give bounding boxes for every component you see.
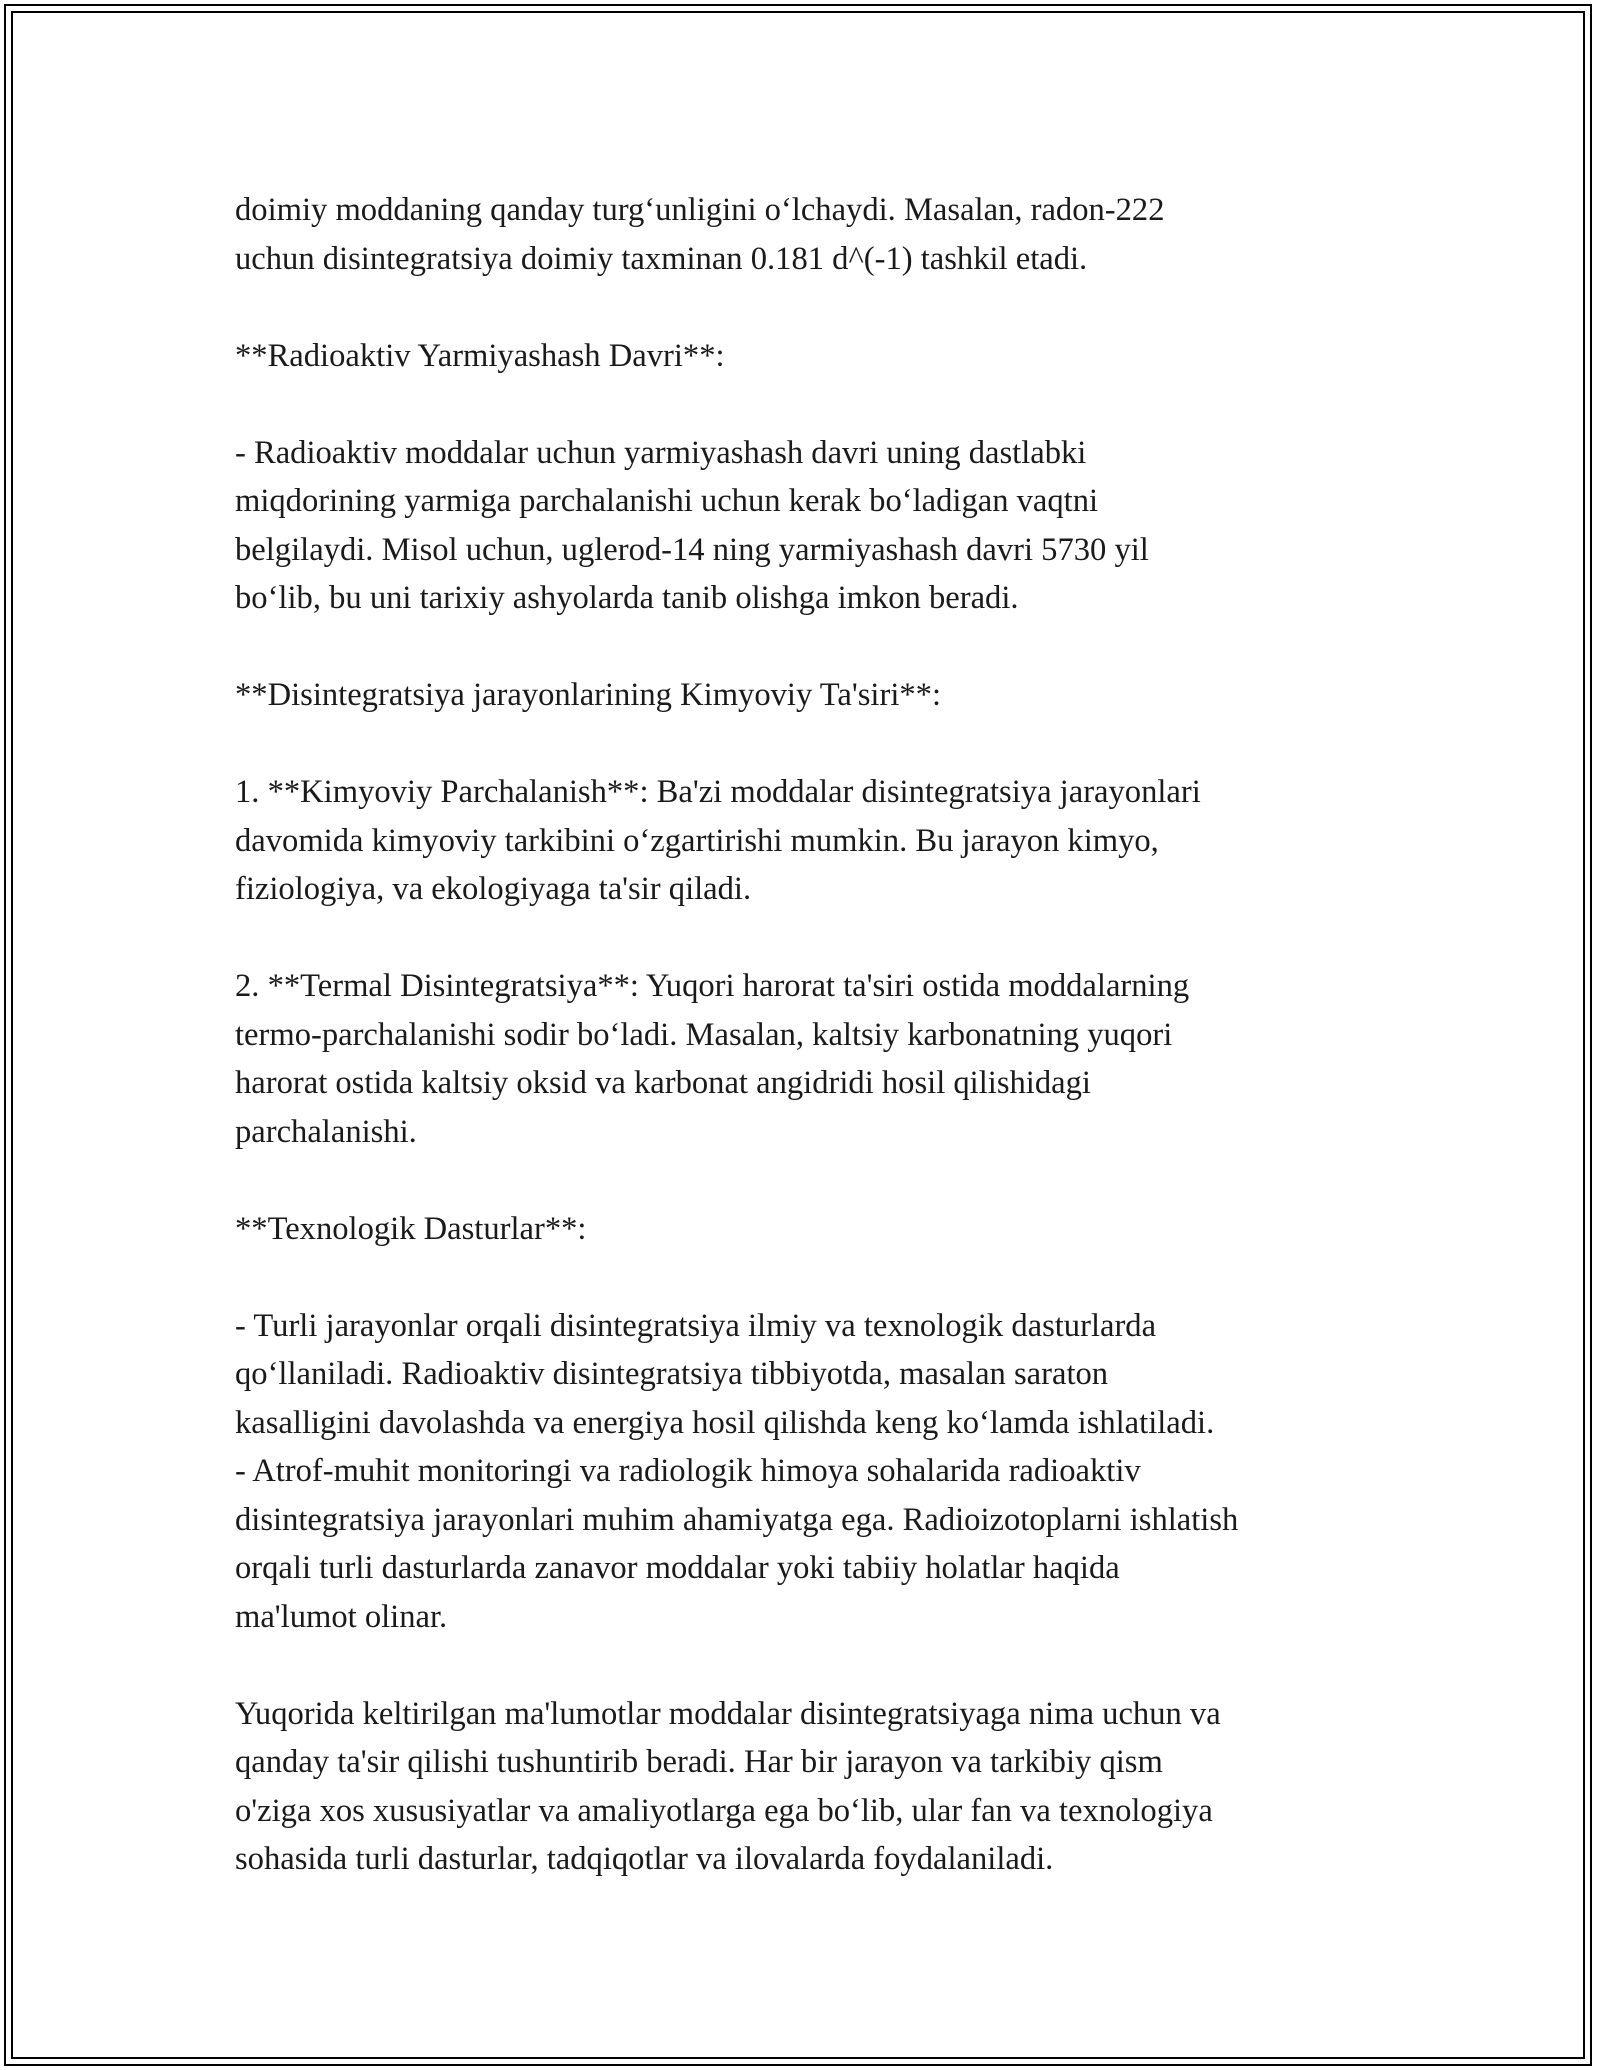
heading-text: **Disintegratsiya jarayonlarining Kimyoviy Ta'siri**: (235, 677, 942, 713)
paragraph-tech (235, 1302, 1405, 1642)
text-line: belgilaydi. Misol uchun, uglerod-14 ning yarmiyashash davri 5730 yil (235, 531, 1149, 568)
text-line: ma'lumot olinar. (235, 1598, 448, 1635)
heading-chemical-effect (235, 671, 1405, 720)
text-line: sohasida turli dasturlar, tadqiqotlar va ilovalarda foydalaniladi. (235, 1841, 1054, 1877)
text-line: harorat ostida kaltsiy oksid va karbonat angidridi hosil qilishidagi (235, 1065, 1091, 1101)
list-item-chemical-decomposition (235, 768, 1405, 914)
text-line: davomida kimyoviy tarkibini o‘zgartirishi mumkin. Bu jarayon kimyo, (235, 822, 1159, 859)
heading-text: **Texnologik Dasturlar**: (235, 1210, 587, 1247)
heading-text: **Radioaktiv Yarmiyashash Davri**: (235, 337, 725, 374)
document-body (235, 186, 1405, 1932)
text-line: o'ziga xos xususiyatlar va amaliyotlarga ega bo‘lib, ular fan va texnologiya (235, 1792, 1213, 1829)
text-line: qanday ta'sir qilishi tushuntirib beradi. Har bir jarayon va tarkibiy qism (235, 1744, 1163, 1780)
paragraph-conclusion (235, 1690, 1405, 1884)
text-line: 2. **Termal Disintegratsiya**: Yuqori harorat ta'siri ostida moddalarning (235, 968, 1190, 1004)
heading-tech (235, 1205, 1405, 1254)
text-line: orqali turli dasturlarda zanavor moddalar yoki tabiiy holatlar haqida (235, 1550, 1120, 1586)
text-line: disintegratsiya jarayonlari muhim ahamiyatga ega. Radioizotoplarni ishlatish (235, 1501, 1239, 1538)
text-line: uchun disintegratsiya doimiy taxminan 0.181 d^(-1) tashkil etadi. (235, 240, 1088, 277)
text-line: qo‘llaniladi. Radioaktiv disintegratsiya tibbiyotda, masalan saraton (235, 1356, 1109, 1392)
paragraph-intro-continuation (235, 186, 1405, 283)
text-line: doimiy moddaning qanday turg‘unligini o‘lchaydi. Masalan, radon-222 (235, 192, 1165, 228)
text-line: Yuqorida keltirilgan ma'lumotlar moddalar disintegratsiyaga nima uchun va (235, 1695, 1221, 1732)
text-line: - Turli jarayonlar orqali disintegratsiya ilmiy va texnologik dasturlarda (235, 1307, 1157, 1344)
text-line: - Atrof-muhit monitoringi va radiologik himoya sohalarida radioaktiv (235, 1453, 1141, 1489)
text-line: parchalanishi. (235, 1113, 417, 1150)
text-line: fiziologiya, va ekologiyaga ta'sir qiladi. (235, 871, 752, 907)
heading-half-life (235, 332, 1405, 381)
text-line: - Radioaktiv moddalar uchun yarmiyashash davri uning dastlabki (235, 434, 1087, 471)
text-line: kasalligini davolashda va energiya hosil qilishda keng ko‘lamda ishlatiladi. (235, 1404, 1215, 1441)
list-item-thermal-disintegration (235, 962, 1405, 1156)
paragraph-half-life (235, 429, 1405, 623)
text-line: 1. **Kimyoviy Parchalanish**: Ba'zi moddalar disintegratsiya jarayonlari (235, 774, 1201, 810)
text-line: bo‘lib, bu uni tarixiy ashyolarda tanib olishga imkon beradi. (235, 580, 1019, 616)
text-line: miqdorining yarmiga parchalanishi uchun kerak bo‘ladigan vaqtni (235, 483, 1099, 519)
text-line: termo-parchalanishi sodir bo‘ladi. Masalan, kaltsiy karbonatning yuqori (235, 1016, 1173, 1053)
